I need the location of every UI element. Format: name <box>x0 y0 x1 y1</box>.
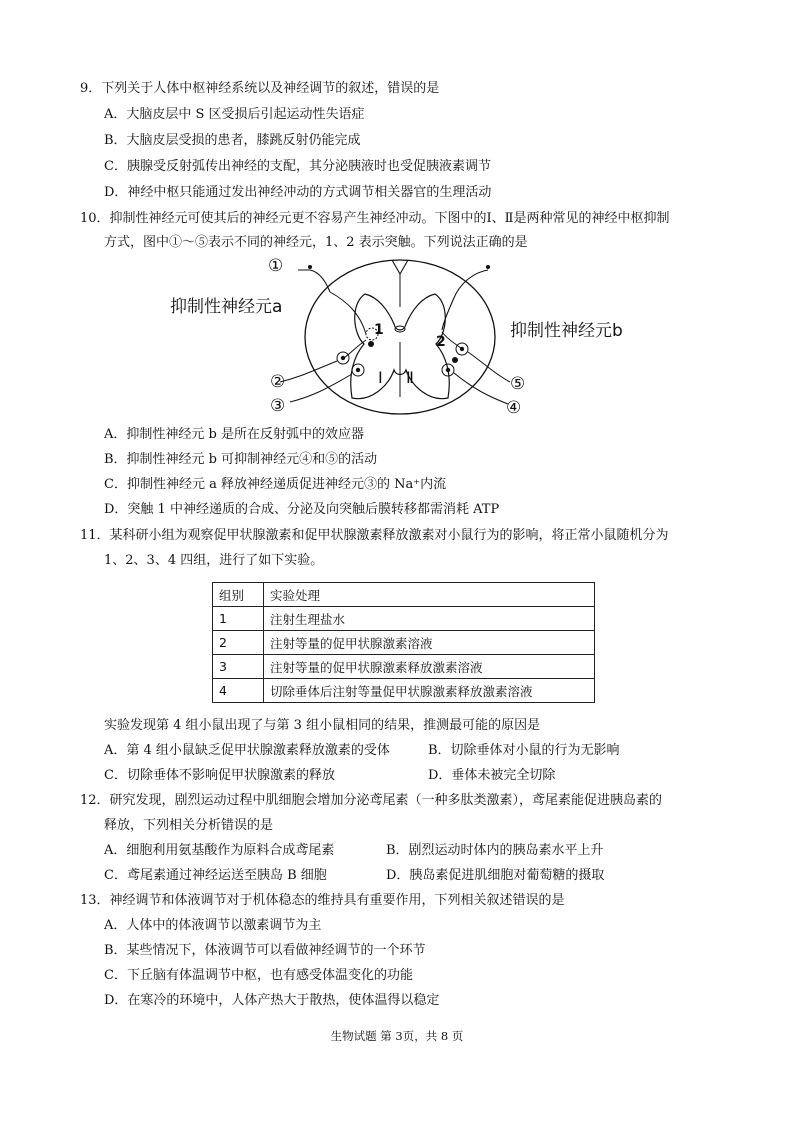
table-row <box>213 631 595 655</box>
table-cell-group: 1 <box>213 607 264 631</box>
inhibitory-neuron-a-label: 抑制性神经元a <box>170 297 283 317</box>
neuron-5-label: ⑤ <box>510 374 526 394</box>
q10-option-c: C．抑制性神经元 a 释放神经递质促进神经元③的 Na⁺内流 <box>104 477 447 492</box>
q11-followup: 实验发现第 4 组小鼠出现了与第 3 组小鼠相同的结果，推测最可能的原因是 <box>104 718 541 733</box>
q9-option-a: A．大脑皮层中 S 区受损后引起运动性失语症 <box>104 107 365 122</box>
q9-option-b: B．大脑皮层受损的患者，膝跳反射仍能完成 <box>104 133 361 148</box>
q11-option-d: D．垂体未被完全切除 <box>428 768 556 783</box>
neuron-1-label: ① <box>268 256 284 276</box>
q12-option-a: A．细胞利用氨基酸作为原料合成鸢尾素 <box>104 843 335 858</box>
synapse-2-label: 2 <box>436 334 446 350</box>
q9-stem: 9．下列关于人体中枢神经系统以及神经调节的叙述，错误的是 <box>80 81 440 96</box>
q13-option-b: B．某些情况下，体液调节可以看做神经调节的一个环节 <box>104 943 426 958</box>
neuron-3-label: ③ <box>270 396 286 416</box>
q12-stem-line2: 释放，下列相关分析错误的是 <box>104 818 274 833</box>
neuron-4-label: ④ <box>506 398 522 418</box>
q9-option-c: C．胰腺受反射弧传出神经的支配，其分泌胰液时也受促胰液素调节 <box>104 159 491 174</box>
q10-option-d: D．突触 1 中神经递质的合成、分泌及向突触后膜转移都需消耗 ATP <box>104 502 500 517</box>
q13-stem: 13．神经调节和体液调节对于机体稳态的维持具有重要作用，下列相关叙述错误的是 <box>80 893 565 908</box>
table-cell-treatment: 注射等量的促甲状腺激素溶液 <box>264 631 595 655</box>
synapse-1-label: 1 <box>374 322 384 338</box>
neuron-2-label: ② <box>270 372 286 392</box>
q12-option-c: C．鸢尾素通过神经运送至胰岛 B 细胞 <box>104 868 327 883</box>
table-row <box>213 607 595 631</box>
q11-option-c: C．切除垂体不影响促甲状腺激素的释放 <box>104 768 335 783</box>
q12-option-d: D．胰岛素促进肌细胞对葡萄糖的摄取 <box>386 868 605 883</box>
q13-option-d: D．在寒冷的环境中，人体产热大于散热，使体温得以稳定 <box>104 993 440 1008</box>
q12-option-b: B．剧烈运动时体内的胰岛素水平上升 <box>386 843 604 858</box>
table-cell-group: 2 <box>213 631 264 655</box>
table-row <box>213 655 595 679</box>
q10-stem-line2: 方式，图中①～⑤表示不同的神经元，1、2 表示突触。下列说法正确的是 <box>104 235 528 250</box>
q13-option-a: A．人体中的体液调节以激素调节为主 <box>104 918 322 933</box>
table-header-group: 组别 <box>213 583 264 607</box>
inhibitory-neuron-b-label: 抑制性神经元b <box>510 321 623 341</box>
q11-option-a: A．第 4 组小鼠缺乏促甲状腺激素释放激素的受体 <box>104 743 390 758</box>
q9-option-d: D．神经中枢只能通过发出神经冲动的方式调节相关器官的生理活动 <box>104 185 492 200</box>
table-cell-group: 3 <box>213 655 264 679</box>
side-I-label: Ⅰ <box>378 368 383 387</box>
table-cell-treatment: 注射生理盐水 <box>264 607 595 631</box>
table-header-treatment: 实验处理 <box>264 583 595 607</box>
q12-stem-line1: 12．研究发现，剧烈运动过程中肌细胞会增加分泌鸢尾素（一种多肽类激素），鸢尾素能促进胰岛素的 <box>80 793 663 808</box>
q10-option-b: B．抑制性神经元 b 可抑制神经元④和⑤的活动 <box>104 452 378 467</box>
table-row <box>213 679 595 703</box>
table-cell-treatment: 注射等量的促甲状腺激素释放激素溶液 <box>264 655 595 679</box>
page-footer: 生物试题 第 3页，共 8 页 <box>330 1029 464 1043</box>
table-cell-treatment: 切除垂体后注射等量促甲状腺激素释放激素溶液 <box>264 679 595 703</box>
spinal-cord-diagram <box>160 252 623 418</box>
table-header-row <box>213 583 595 607</box>
q10-option-a: A．抑制性神经元 b 是所在反射弧中的效应器 <box>104 427 364 442</box>
experiment-table <box>212 582 595 703</box>
q11-option-b: B．切除垂体对小鼠的行为无影响 <box>428 743 620 758</box>
spinal-cord-svg <box>160 252 540 417</box>
q13-option-c: C．下丘脑有体温调节中枢，也有感受体温变化的功能 <box>104 968 413 983</box>
q11-stem-line1: 11．某科研小组为观察促甲状腺激素和促甲状腺激素释放激素对小鼠行为的影响，将正常小鼠随机分为 <box>80 528 669 543</box>
q11-stem-line2: 1、2、3、4 四组，进行了如下实验。 <box>104 553 324 568</box>
q10-stem-line1: 10．抑制性神经元可使其后的神经元更不容易产生神经冲动。下图中的Ⅰ、Ⅱ是两种常见的神经中枢抑制 <box>80 211 670 226</box>
side-II-label: Ⅱ <box>406 368 414 387</box>
table-cell-group: 4 <box>213 679 264 703</box>
